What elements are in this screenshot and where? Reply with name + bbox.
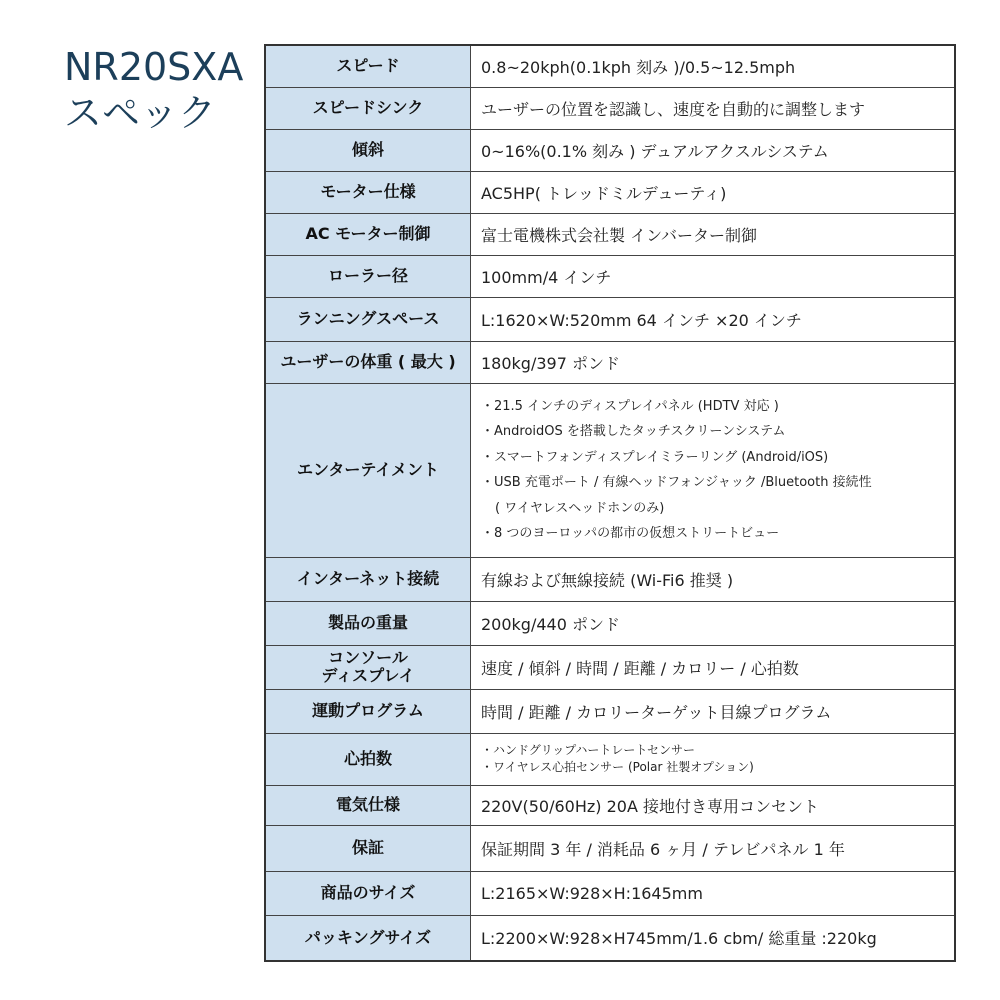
page-title	[64, 44, 254, 136]
spec-row-motor	[265, 171, 955, 213]
spec-row-max-weight	[265, 341, 955, 383]
row-value: 0.8~20kph(0.1kph 刻み )/0.5~12.5mph	[471, 45, 956, 87]
spec-table	[264, 44, 956, 962]
row-value	[471, 733, 956, 785]
row-value: 0~16%(0.1% 刻み ) デュアルアクスルシステム	[471, 129, 956, 171]
row-label: AC モーター制御	[265, 213, 471, 255]
row-label: 運動プログラム	[265, 689, 471, 733]
row-label: 製品の重量	[265, 601, 471, 645]
spec-row-console	[265, 645, 955, 689]
list-item: ・21.5 インチのディスプレイパネル (HDTV 対応 )	[481, 398, 779, 414]
spec-row-roller	[265, 255, 955, 297]
row-value	[471, 383, 956, 557]
list-item: ( ワイヤレスヘッドホンのみ)	[495, 500, 665, 516]
spec-row-programs	[265, 689, 955, 733]
row-value: 100mm/4 インチ	[471, 255, 956, 297]
row-label: モーター仕様	[265, 171, 471, 213]
row-value: 220V(50/60Hz) 20A 接地付き専用コンセント	[471, 785, 956, 825]
row-value: L:1620×W:520mm 64 インチ ×20 インチ	[471, 297, 956, 341]
spec-row-packing-size	[265, 915, 955, 961]
row-label: スピードシンク	[265, 87, 471, 129]
spec-row-speed-sync	[265, 87, 955, 129]
spec-row-heart-rate	[265, 733, 955, 785]
row-value: 保証期間 3 年 / 消耗品 6 ヶ月 / テレビパネル 1 年	[471, 825, 956, 871]
row-label: スピード	[265, 45, 471, 87]
spec-row-running-space	[265, 297, 955, 341]
row-label: コンソール ディスプレイ	[265, 645, 471, 689]
row-value: 時間 / 距離 / カロリーターゲット目線プログラム	[471, 689, 956, 733]
spec-row-speed	[265, 45, 955, 87]
list-item: ・AndroidOS を搭載したタッチスクリーンシステム	[481, 424, 786, 439]
spec-row-electrical	[265, 785, 955, 825]
row-label: エンターテイメント	[265, 383, 471, 557]
feature-list	[481, 742, 954, 776]
list-item: ・スマートフォンディスプレイミラーリング (Android/iOS)	[481, 449, 829, 465]
spec-row-warranty	[265, 825, 955, 871]
row-value: 富士電機株式会社製 インバーター制御	[471, 213, 956, 255]
row-label: 商品のサイズ	[265, 871, 471, 915]
row-label: ユーザーの体重 ( 最大 )	[265, 341, 471, 383]
row-label: ランニングスペース	[265, 297, 471, 341]
list-item: ・ワイヤレス心拍センサー (Polar 社製オプション)	[481, 760, 754, 774]
row-value: AC5HP( トレッドミルデューティ)	[471, 171, 956, 213]
feature-list	[481, 394, 954, 547]
row-label: ローラー径	[265, 255, 471, 297]
row-label: 心拍数	[265, 733, 471, 785]
row-value: 速度 / 傾斜 / 時間 / 距離 / カロリー / 心拍数	[471, 645, 956, 689]
model-name: NR20SXA	[64, 45, 244, 89]
spec-row-product-size	[265, 871, 955, 915]
spec-row-internet	[265, 557, 955, 601]
row-label: 保証	[265, 825, 471, 871]
list-item: ・8 つのヨーロッパの都市の仮想ストリートビュー	[481, 526, 780, 541]
row-value: L:2200×W:928×H745mm/1.6 cbm/ 総重量 :220kg	[471, 915, 956, 961]
row-value: 200kg/440 ポンド	[471, 601, 956, 645]
spec-heading: スペック	[64, 91, 217, 135]
spec-row-incline	[265, 129, 955, 171]
row-value: L:2165×W:928×H:1645mm	[471, 871, 956, 915]
list-item: ・USB 充電ポート / 有線ヘッドフォンジャック /Bluetooth 接続性	[481, 475, 872, 490]
row-value: ユーザーの位置を認識し、速度を自動的に調整します	[471, 87, 956, 129]
row-label: パッキングサイズ	[265, 915, 471, 961]
row-value: 有線および無線接続 (Wi-Fi6 推奨 )	[471, 557, 956, 601]
row-label: インターネット接続	[265, 557, 471, 601]
row-label: 電気仕様	[265, 785, 471, 825]
row-value: 180kg/397 ポンド	[471, 341, 956, 383]
spec-row-entertainment	[265, 383, 955, 557]
row-label: 傾斜	[265, 129, 471, 171]
list-item: ・ハンドグリップハートレートセンサー	[481, 743, 695, 757]
spec-row-product-weight	[265, 601, 955, 645]
spec-row-motor-control	[265, 213, 955, 255]
